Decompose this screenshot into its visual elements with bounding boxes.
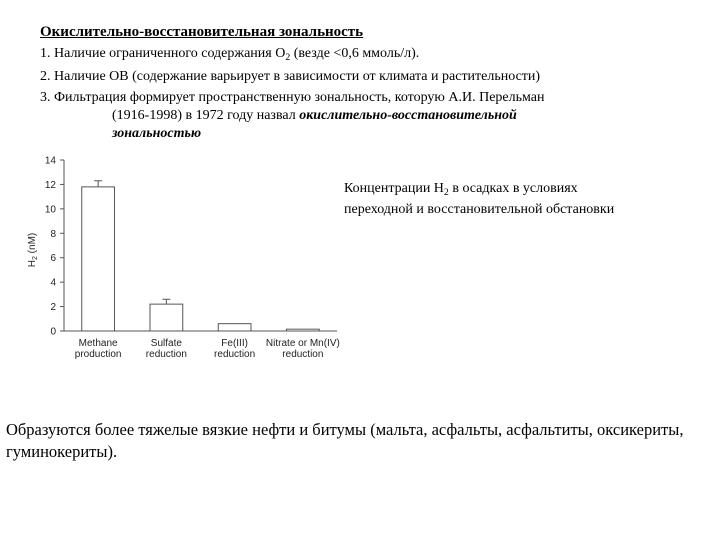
y-axis-label bbox=[27, 233, 39, 267]
item-1-subscript: 2 bbox=[285, 52, 291, 63]
caption-line-1 bbox=[344, 178, 614, 199]
x-tick-label: Nitrate or Mn(IV) bbox=[265, 338, 340, 349]
item-2: 2. Наличие ОВ (содержание варьирует в зависимости от климата и растительности) bbox=[40, 69, 541, 84]
chart-caption bbox=[344, 178, 614, 220]
y-tick-label: 14 bbox=[44, 155, 56, 167]
caption-line-2: переходной и восстановительной обстановки bbox=[344, 202, 615, 217]
item-3-highlight: окислительно-восстановительной bbox=[299, 108, 517, 123]
y-axis-label-h: H bbox=[27, 260, 38, 268]
item-3-line-1: 3. Фильтрация формирует пространственную зональность, которую А.И. Перельман bbox=[40, 90, 545, 105]
item-1 bbox=[40, 45, 419, 63]
item-3-line-2 bbox=[112, 107, 517, 125]
x-tick-label: reduction bbox=[145, 349, 187, 360]
item-3-line-2-text: (1916-1998) в 1972 году назвал bbox=[112, 108, 300, 123]
y-tick-label: 10 bbox=[44, 204, 56, 216]
item-1-tail: (везде <0,6 ммоль/л). bbox=[290, 46, 420, 61]
y-axis-label-unit: (nM) bbox=[27, 232, 38, 257]
bar bbox=[218, 324, 251, 331]
caption-tail: в осадках в условиях bbox=[448, 181, 578, 196]
y-tick-label: 12 bbox=[44, 179, 56, 191]
item-3-line-3: зональностью bbox=[112, 126, 202, 141]
y-axis-label-subscript: 2 bbox=[32, 256, 39, 261]
x-tick-label: reduction bbox=[282, 349, 324, 360]
x-tick-label: production bbox=[74, 349, 122, 360]
y-tick-label: 8 bbox=[50, 228, 56, 240]
h2-bar-chart bbox=[22, 152, 342, 367]
x-tick-label: Methane bbox=[78, 338, 118, 349]
y-tick-label: 2 bbox=[50, 302, 56, 314]
x-tick-label: Sulfate bbox=[150, 338, 182, 349]
slide-title: Окислительно-восстановительная зональность bbox=[40, 24, 364, 40]
bar bbox=[286, 329, 319, 331]
bar bbox=[82, 187, 115, 331]
x-tick-label: reduction bbox=[214, 349, 256, 360]
plot-area bbox=[45, 156, 340, 361]
item-1-text: 1. Наличие ограниченного содержания О bbox=[40, 46, 286, 61]
y-tick-label: 6 bbox=[50, 253, 56, 265]
y-tick-label: 4 bbox=[50, 277, 56, 289]
caption-text: Концентрации Н bbox=[344, 181, 444, 196]
conclusion-text: Образуются более тяжелые вязкие нефти и битумы (мальта, асфальты, асфальтиты, оксикериты, гуминокериты). bbox=[6, 420, 684, 461]
bar bbox=[150, 304, 183, 331]
caption-subscript: 2 bbox=[443, 187, 449, 198]
x-tick-label: Fe(III) bbox=[221, 338, 248, 349]
y-tick-label: 0 bbox=[50, 326, 56, 338]
